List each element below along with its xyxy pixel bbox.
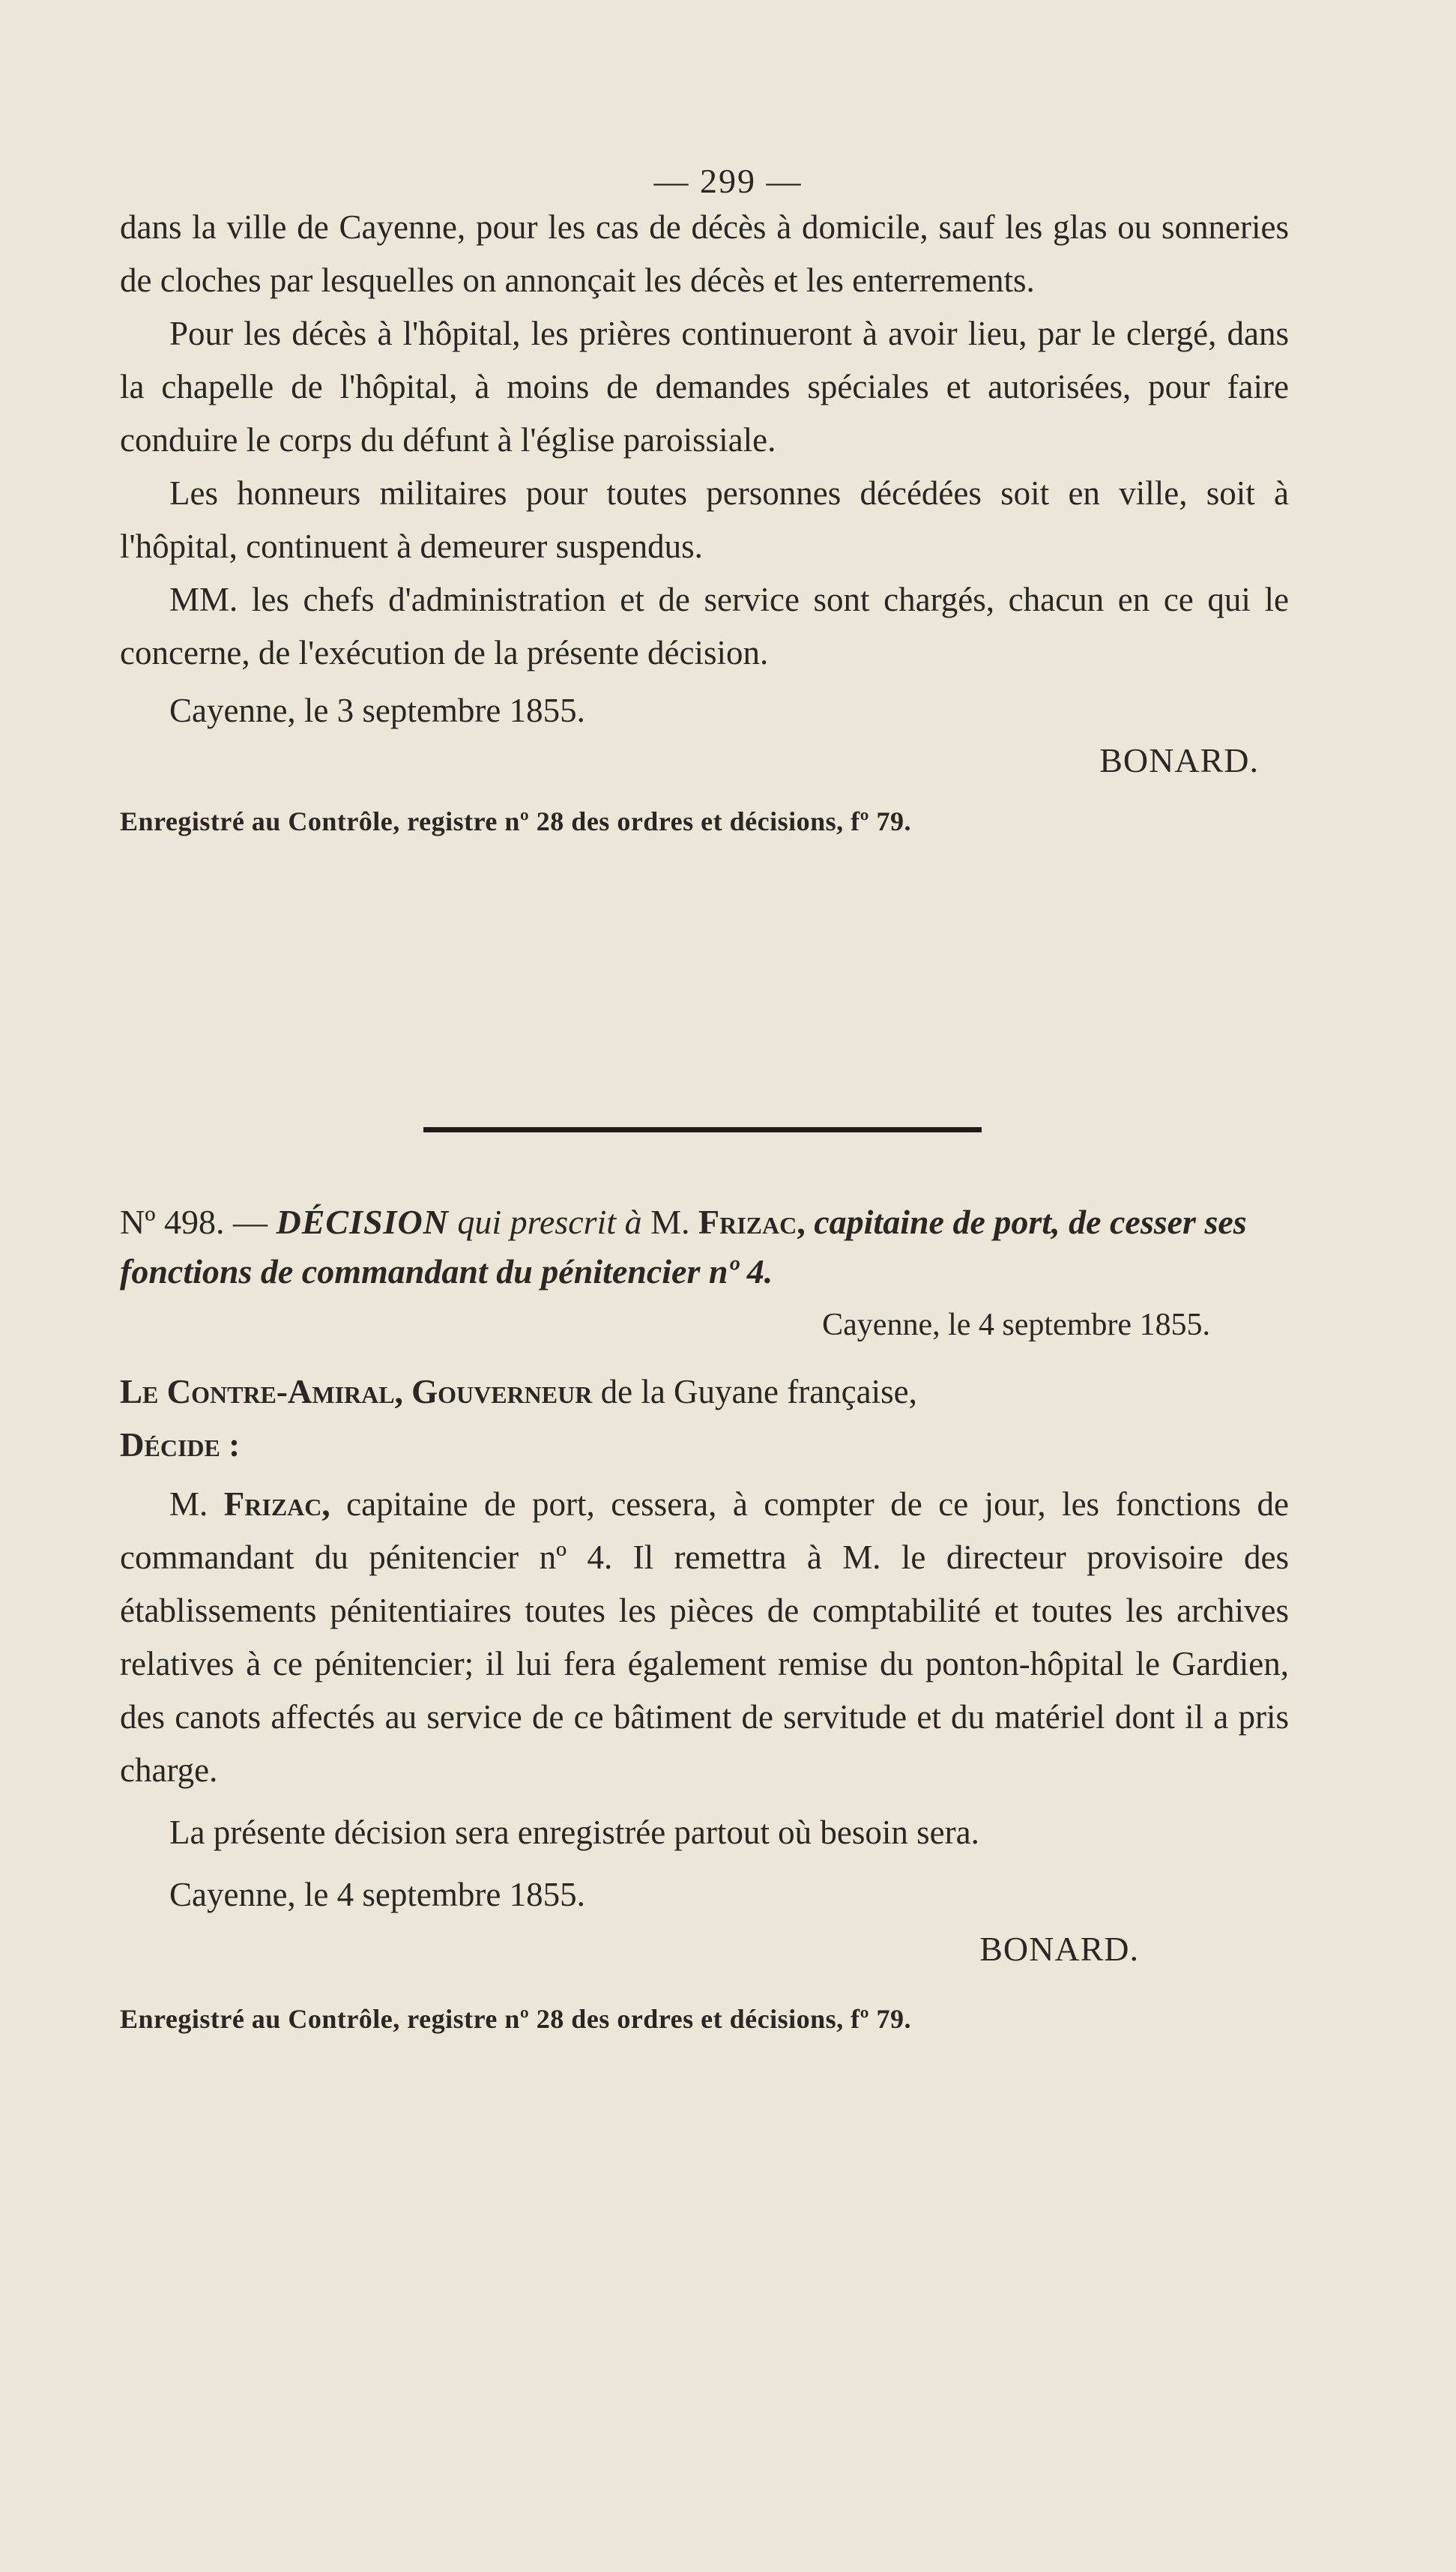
decision-registration-note: Enregistré au Contrôle, registre nº 28 des ordres et décisions, fº 79. — [120, 2004, 911, 2034]
page-number: — 299 — — [653, 162, 803, 200]
decision-place-date: Cayenne, le 4 septembre 1855. — [169, 1876, 585, 1913]
previous-decision-text — [120, 201, 1289, 840]
place-date: Cayenne, le 3 septembre 1855. — [169, 692, 585, 729]
person-name: Frizac, — [698, 1203, 806, 1241]
paragraph-execution: MM. les chefs d'administration et de service sont chargés, chacun en ce qui le concerne, de l'exécution de la présente décision. — [120, 581, 1289, 671]
preamble-title: Le Contre-Amiral, Gouverneur — [120, 1373, 593, 1410]
decision-dateline: Cayenne, le 4 septembre 1855. — [822, 1308, 1210, 1342]
paragraph-order: M. Frizac, capitaine de port, cessera, à compter de ce jour, les fonctions de commandant du pénitencier nº 4. Il remettra à M. le directeur provisoire des établissements pénitentiaires toutes les pièces de comptabilité et toutes les archives relatives à ce pénitencier; il lui fera également remise du ponton-hôpital le Gardien, des canots affectés au service de ce bâtiment de servitude et du matériel dont il a pris charge. — [120, 1485, 1290, 1789]
preamble: Le Contre-Amiral, Gouverneur de la Guyane française, — [120, 1373, 917, 1410]
decision-heading: Nº 498. — DÉCISION qui prescrit à M. Frizac, capitaine de port, de cesser ses fonctions de commandant du pénitencier nº 4. — [120, 1203, 1247, 1290]
decide-label: Décide : — [120, 1426, 241, 1464]
paragraph-military-honours: Les honneurs militaires pour toutes personnes décédées soit en ville, soit à l'hôpital, continuent à demeurer suspendus. — [120, 474, 1289, 565]
paragraph-continuation: dans la ville de Cayenne, pour les cas de décès à domicile, sauf les glas ou sonneries de cloches par lesquelles on annonçait les décès et les enterrements. — [120, 208, 1289, 299]
order-person-name: Frizac, — [223, 1485, 330, 1523]
decision-signature: BONARD. — [979, 1930, 1139, 1968]
decision-498 — [120, 1198, 1289, 2038]
decision-title: DÉCISION — [276, 1203, 449, 1241]
section-divider-rule — [423, 1127, 982, 1132]
paragraph-hospital-deaths: Pour les décès à l'hôpital, les prières continueront à avoir lieu, par le clergé, dans la chapelle de l'hôpital, à moins de demandes spéciales et autorisées, pour faire conduire le corps du défunt à l'église paroissiale. — [120, 315, 1289, 459]
paragraph-registration-order: La présente décision sera enregistrée partout où besoin sera. — [169, 1814, 979, 1851]
decision-number: Nº 498. — [120, 1203, 225, 1241]
signature: BONARD. — [1099, 741, 1259, 779]
registration-note: Enregistré au Contrôle, registre nº 28 des ordres et décisions, fº 79. — [120, 806, 911, 836]
